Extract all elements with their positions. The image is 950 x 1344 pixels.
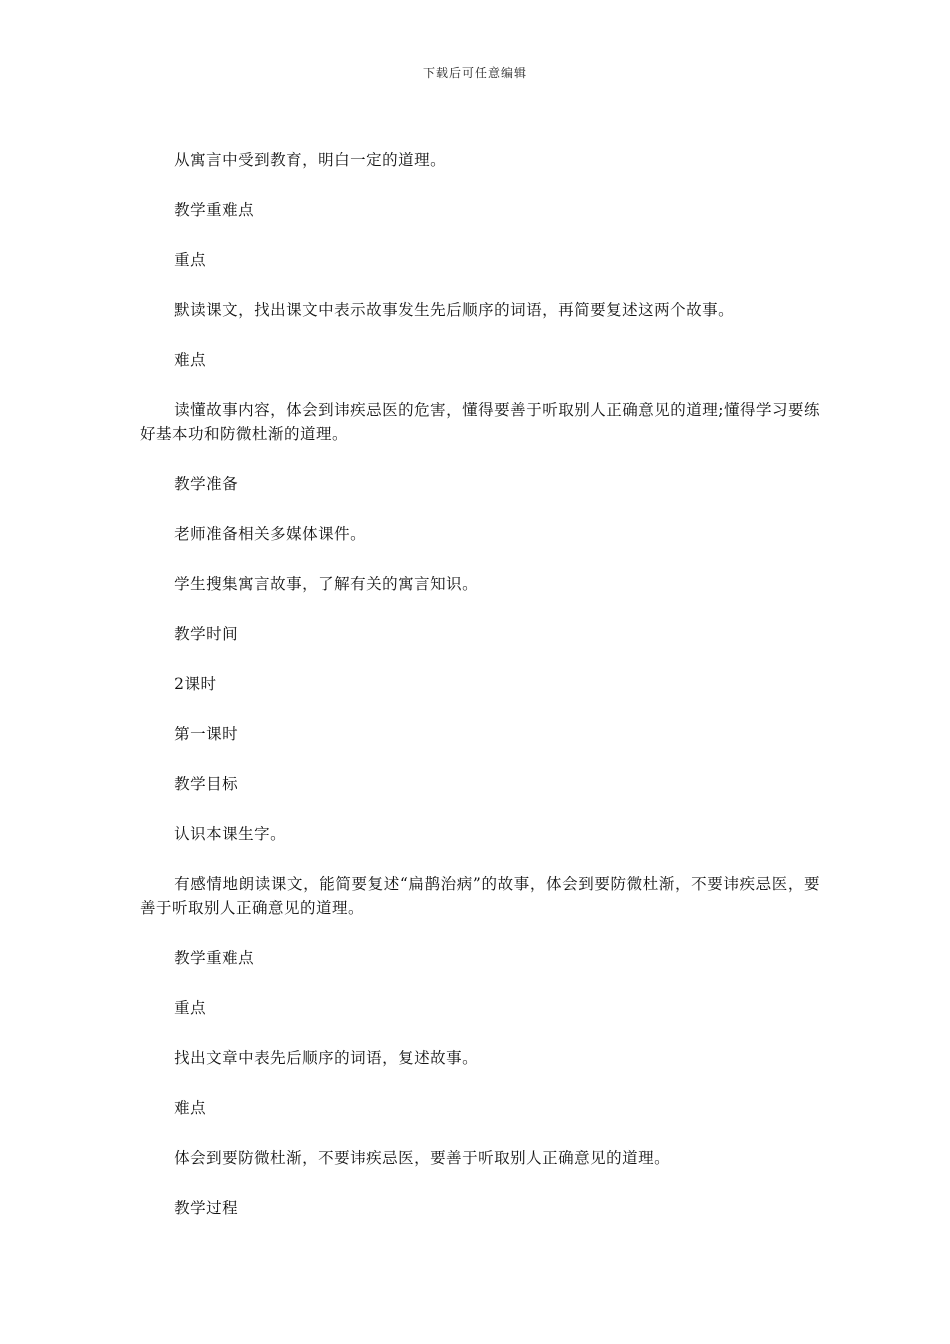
subsection-heading: 重点 — [174, 999, 207, 1017]
section-heading: 教学准备 — [174, 475, 239, 493]
section-heading: 教学目标 — [174, 775, 239, 793]
section-heading: 教学时间 — [174, 625, 239, 643]
paragraph: 找出文章中表先后顺序的词语，复述故事。 — [174, 1049, 479, 1067]
page-header: 下载后可任意编辑 — [422, 66, 527, 80]
paragraph: 2课时 — [174, 675, 217, 693]
subsection-heading: 难点 — [174, 351, 207, 369]
section-heading: 教学过程 — [174, 1199, 239, 1217]
paragraph: 读懂故事内容，体会到讳疾忌医的危害，懂得要善于听取别人正确意见的道理;懂得学习要练好基本功和防微杜渐的道理。 — [140, 401, 820, 443]
paragraph: 有感情地朗读课文，能简要复述“扁鹊治病”的故事，体会到要防微杜渐，不要讳疾忌医，要善于听取别人正确意见的道理。 — [140, 875, 820, 917]
document-body — [140, 148, 820, 1246]
paragraph: 认识本课生字。 — [174, 825, 287, 843]
section-heading: 教学重难点 — [174, 949, 255, 967]
paragraph: 从寓言中受到教育，明白一定的道理。 — [174, 151, 447, 169]
subsection-heading: 难点 — [174, 1099, 207, 1117]
paragraph: 学生搜集寓言故事，了解有关的寓言知识。 — [174, 575, 479, 593]
paragraph: 老师准备相关多媒体课件。 — [174, 525, 367, 543]
section-heading: 第一课时 — [174, 725, 239, 743]
paragraph: 体会到要防微杜渐，不要讳疾忌医，要善于听取别人正确意见的道理。 — [174, 1149, 671, 1167]
paragraph: 默读课文，找出课文中表示故事发生先后顺序的词语，再简要复述这两个故事。 — [174, 301, 735, 319]
section-heading: 教学重难点 — [174, 201, 255, 219]
subsection-heading: 重点 — [174, 251, 207, 269]
